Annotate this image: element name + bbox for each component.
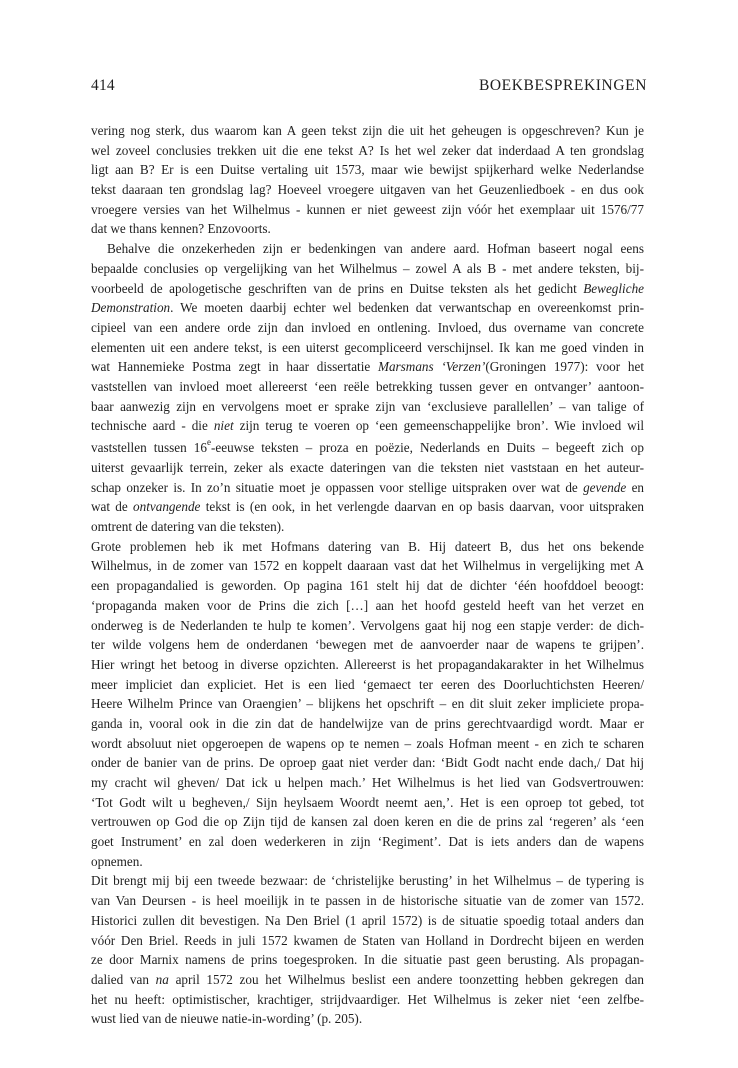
text-line: wat de ontvangende tekst is (en ook, in het verlengde daarvan en op basis daarvan, voor uitspraken (91, 499, 644, 515)
text-line: wat Hannemieke Postma zegt in haar dissertatie Marsmans ‘Verzen’(Groningen 1977): voor het (91, 359, 644, 375)
text-line: een propagandalied is geworden. Op pagina 161 stelt hij dat de dichter ‘één hoofddoel beoogt: (91, 578, 644, 594)
text-line: vaststellen tussen 16e-eeuwse teksten – proza en poëzie, Nederlands en Duits – begeeft zich op (91, 437, 644, 455)
text-line: tekst daaraan ten grondslag lag? Hoeveel vroegere uitgaven van het Geuzenliedboek - en dus ook (91, 182, 644, 198)
text-line: bepaalde conclusies op vergelijking van het Wilhelmus – zowel A als B - met andere teksten, bij- (91, 260, 644, 276)
text-line: omtrent de datering van die teksten). (91, 519, 285, 535)
text-line: elementen uit een andere tekst, is een uiterst gecompliceerd verschijnsel. Ik kan me goed vinden in (91, 339, 644, 355)
text-line: dalied van na april 1572 zou het Wilhelmus beslist een andere toonzetting hebben gekregen dan (91, 971, 645, 987)
body-text (91, 121, 644, 1029)
text-line: van Van Deursen - is heel moeilijk in te passen in de historische situatie van de zomer van 1572. (91, 893, 644, 909)
paragraph-start-line: Dit brengt mij bij een tweede bezwaar: de ‘christelijke berusting’ in het Wilhelmus – de typering is (91, 873, 644, 889)
text-line: baar aanwezig zijn en vervolgens moet er sprake zijn van ‘exclusieve parallellen’ – van talige of (91, 398, 644, 414)
text-line: voorbeeld de apologetische geschriften van de prins en Duitse teksten als het gedicht Bewegliche (91, 280, 645, 296)
paragraph-start-line: Behalve die onzekerheden zijn er bedenkingen van andere aard. Hofman baseert nogal eens (107, 241, 644, 257)
text-line: cipieel van een andere orde zijn dan invloed en ontlening. Invloed, dus overname van concrete (91, 319, 644, 335)
text-line: ligt aan B? Er is een Duitse vertaling uit 1573, maar wie bewijst spijkerhard welke Nederlandse (91, 162, 644, 178)
text-line: goet Instrument’ en zal doen wederkeren in zijn ‘Regiment’. Dat is iets anders dan de wapens (91, 834, 644, 850)
text-line: vertrouwen op God die op Zijn tijd de kansen zal doen keren en die de prins zal ‘regeren’ als ‘een (91, 814, 644, 830)
text-line: het nu heeft: optimistischer, krachtiger, strijdvaardiger. Het Wilhelmus is zeker niet ‘een zelfbe- (91, 991, 644, 1007)
italic-emphasis: na (155, 971, 169, 987)
italic-title: Marsmans ‘Verzen’ (377, 359, 486, 375)
text-line: technische aard - die niet zijn terug te voeren op ‘een gemeenschappelijke bron’. Wie invloed wil (91, 418, 645, 434)
text-line: onder de banier van de prins. De oproep gaat niet verder dan: ‘Bidt Godt nacht ende dach,/ Dat hij (91, 755, 644, 771)
text-line: onderweg is de Nederlanden te hulp te komen’. Vervolgens gaat hij nog een stapje verder: de dich- (91, 617, 644, 633)
text-line: schap onzeker is. In zo’n situatie moet je oppassen voor stellige uitspraken over wat de gevende en (91, 479, 645, 495)
text-line: wust lied van de nieuwe natie-in-wording’ (p. 205). (91, 1011, 363, 1027)
text-line: ze door Marnix namens de prins toegesproken. In die situatie past geen berusting. Als propagan- (91, 952, 644, 968)
italic-emphasis: niet (213, 418, 234, 434)
text-line: Demonstration. We moeten daarbij echter wel bedenken dat verwantschap en overeenkomst prin- (91, 300, 644, 316)
paragraph-start-line: Grote problemen heb ik met Hofmans datering van B. Hij dateert B, dus het ons bekende (91, 538, 644, 554)
text-line: my cracht wil gheven/ Dat ick u helpen mach.’ Het Wilhelmus is het lied van Godsvertrouwen: (91, 775, 644, 790)
text-line: Historici zullen dit bevestigen. Na Den Briel (1 april 1572) is de situatie spoedig totaal anders dan (91, 912, 644, 928)
text-line: vering nog sterk, dus waarom kan A geen tekst zijn die uit het geheugen is opgeschreven? Kun je (91, 123, 644, 138)
text-line: ganda in, vooral ook in die zin dat de handelwijze van de prins gerechtvaardigd wordt. Maar er (91, 715, 644, 731)
running-head: BOEKBESPREKINGEN (478, 77, 647, 94)
text-line: dat we thans kennen? Enzovoorts. (91, 221, 271, 237)
text-line: wel zoveel conclusies trekken uit die ene tekst A? Is het wel zeker dat inderdaad A ten grondslag (91, 142, 644, 158)
italic-emphasis: gevende (583, 479, 627, 495)
text-line: Hier wringt het betoog in diverse opzichten. Allereerst is het propagandakarakter in het Wilhelmus (91, 656, 644, 672)
superscript: e (206, 437, 211, 447)
text-line: vaststellen van invloed moet allereerst ‘een reële betrekking tussen gever en ontvanger’ aantoon- (91, 378, 644, 394)
text-line: vroegere versies van het Wilhelmus - kunnen er niet geweest zijn vóór het exemplaar uit 1576/77 (91, 201, 644, 217)
italic-emphasis: ontvangende (133, 499, 201, 515)
text-line: Wilhelmus, in de zomer van 1572 en koppelt daaraan vast dat het Wilhelmus in vergelijking met A (91, 558, 644, 574)
italic-title: Demonstration (91, 300, 171, 316)
text-line: uiterst gevaarlijk terrein, zeker als exacte dateringen van die teksten niet vaststaan en het auteur- (91, 460, 644, 475)
text-line: vóór Den Briel. Reeds in juli 1572 kwamen de Staten van Holland in Dordrecht bijeen en werden (91, 932, 644, 948)
text-line: ‘propaganda maken voor de Prins die zich […] aan het hoofd gesteld heeft van het verzet en (91, 597, 644, 613)
italic-title: Bewegliche (583, 280, 645, 296)
text-line: meer impliciet dan expliciet. Het is een lied ‘gemaect ter eeren des Doorluchtichsten Heeren/ (91, 676, 644, 692)
text-line: ‘Tot Godt wilt u begheven,/ Sijn heylsaem Woordt neemt aen,’. Het is een oproep tot gebed, tot (91, 794, 644, 810)
text-line: ter wilde volgens hem de onderdanen ‘bewegen met de aanvoerder naar de wapens te grijpen’. (91, 637, 644, 653)
text-line: wordt absoluut niet opgeroepen de wapens op te nemen – zoals Hofman meent - en zich te scharen (91, 735, 644, 751)
text-line: Heere Wilhelm Prince van Oraengien’ – blijkens het opschrift – en dit sluit zeker impliciete propa- (91, 696, 644, 712)
page-number: 414 (91, 77, 115, 94)
text-line: opnemen. (91, 853, 143, 869)
